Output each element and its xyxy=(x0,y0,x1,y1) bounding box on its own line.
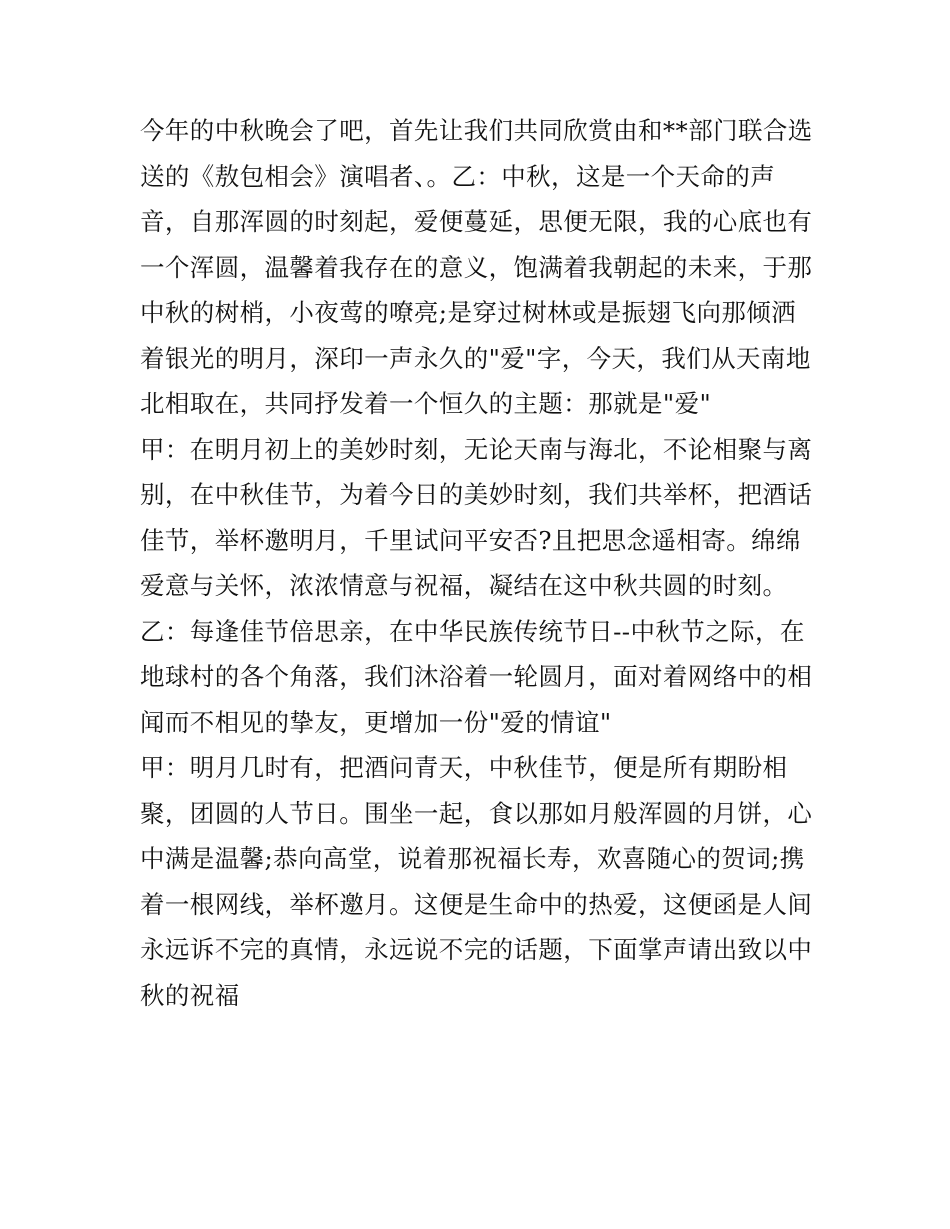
text-line: 乙：每逢佳节倍思亲，在中华民族传统节日--中秋节之际，在 xyxy=(140,616,805,646)
document-body-text xyxy=(140,108,820,1018)
text-line: 中满是温馨;恭向高堂，说着那祝福长寿，欢喜随心的贺词;携 xyxy=(140,844,805,873)
text-line: 甲：明月几时有，把酒问青天，中秋佳节，便是所有期盼相 xyxy=(140,753,788,782)
text-line: 聚，团圆的人节日。围坐一起，食以那如月般浑圆的月饼，心 xyxy=(140,798,813,828)
text-line: 地球村的各个角落，我们沐浴着一轮圆月，面对着网络中的相 xyxy=(140,662,813,691)
text-line: 一个浑圆，温馨着我存在的意义，饱满着我朝起的未来，于那 xyxy=(140,252,813,282)
text-line: 今年的中秋晚会了吧，首先让我们共同欣赏由和**部门联合选 xyxy=(140,116,813,145)
text-line: 中秋的树梢，小夜莺的嘹亮;是穿过树林或是振翅飞向那倾洒 xyxy=(140,298,797,327)
text-line: 永远诉不完的真情，永远说不完的话题，下面掌声请出致以中 xyxy=(140,935,813,964)
text-line: 音，自那浑圆的时刻起，爱便蔓延，思便无限，我的心底也有 xyxy=(140,207,813,236)
text-line: 北相取在，共同抒发着一个恒久的主题：那就是"爱" xyxy=(140,389,712,418)
text-line: 送的《敖包相会》演唱者、。乙：中秋，这是一个天命的声 xyxy=(140,161,776,191)
text-line: 闻而不相见的挚友，更增加一份"爱的情谊" xyxy=(140,707,612,737)
text-line: 甲：在明月初上的美妙时刻，无论天南与海北，不论相聚与离 xyxy=(140,434,813,464)
text-line: 着一根网线，举杯邀月。这便是生命中的热爱，这便函是人间 xyxy=(140,889,813,919)
text-line: 着银光的明月，深印一声永久的"爱"字，今天，我们从天南地 xyxy=(140,343,811,373)
text-line: 秋的祝福 xyxy=(140,980,240,1010)
text-line: 爱意与关怀，浓浓情意与祝福，凝结在这中秋共圆的时刻。 xyxy=(140,571,788,600)
text-line: 别，在中秋佳节，为着今日的美妙时刻，我们共举杯，把酒话 xyxy=(140,480,813,509)
text-line: 佳节，举杯邀明月，千里试问平安否?且把思念遥相寄。绵绵 xyxy=(140,525,801,555)
